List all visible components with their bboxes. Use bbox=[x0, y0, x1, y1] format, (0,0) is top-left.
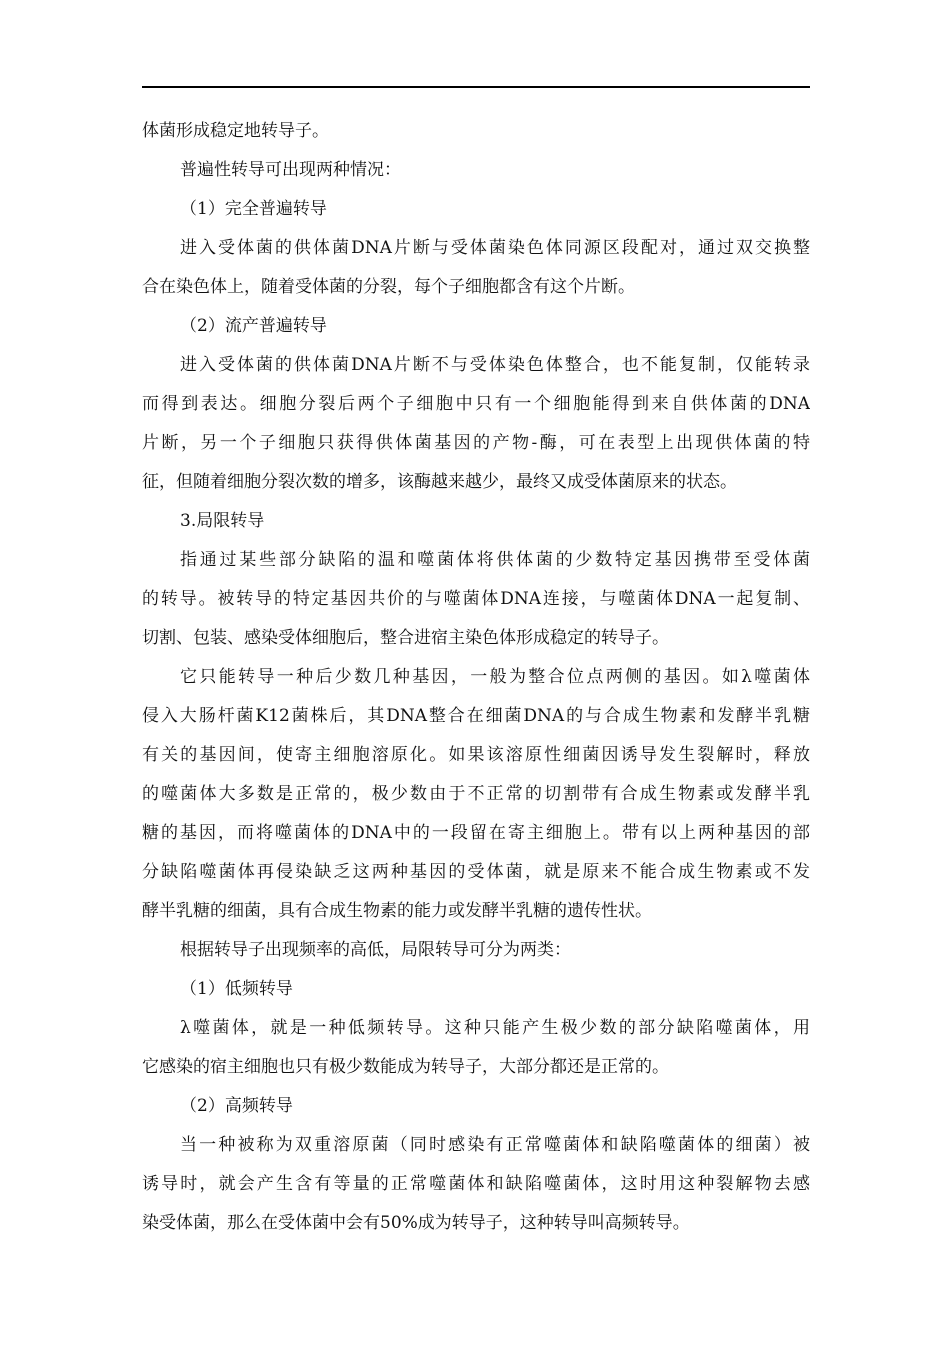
text-line: 的噬菌体大多数是正常的，极少数由于不正常的切割带有合成生物素或发酵半乳 bbox=[142, 784, 810, 804]
text-line: 它感染的宿主细胞也只有极少数能成为转导子，大部分都还是正常的。 bbox=[142, 1057, 669, 1077]
text-line: 根据转导子出现频率的高低，局限转导可分为两类： bbox=[180, 940, 571, 960]
text-line: 分缺陷噬菌体再侵染缺乏这两种基因的受体菌，就是原来不能合成生物素或不发 bbox=[142, 862, 810, 882]
text-line: 合在染色体上，随着受体菌的分裂，每个子细胞都含有这个片断。 bbox=[142, 277, 635, 297]
text-line: 诱导时，就会产生含有等量的正常噬菌体和缺陷噬菌体，这时用这种裂解物去感 bbox=[142, 1174, 810, 1194]
text-line: 当一种被称为双重溶原菌（同时感染有正常噬菌体和缺陷噬菌体的细菌）被 bbox=[180, 1135, 810, 1155]
header-rule bbox=[142, 86, 810, 88]
text-line: 片断，另一个子细胞只获得供体菌基因的产物-酶，可在表型上出现供体菌的特 bbox=[142, 433, 810, 453]
text-line: 体菌形成稳定地转导子。 bbox=[142, 121, 329, 141]
text-line: 它只能转导一种后少数几种基因，一般为整合位点两侧的基因。如λ噬菌体 bbox=[180, 667, 810, 687]
document-body bbox=[142, 116, 810, 1247]
text-line: 而得到表达。细胞分裂后两个子细胞中只有一个细胞能得到来自供体菌的DNA bbox=[142, 394, 810, 414]
text-line: （1）完全普遍转导 bbox=[180, 199, 327, 219]
text-line: 普遍性转导可出现两种情况： bbox=[180, 160, 401, 180]
text-line: 的转导。被转导的特定基因共价的与噬菌体DNA连接，与噬菌体DNA一起复制、 bbox=[142, 589, 810, 609]
text-line: 进入受体菌的供体菌DNA片断不与受体染色体整合，也不能复制，仅能转录 bbox=[180, 355, 810, 375]
text-line: （2）高频转导 bbox=[180, 1096, 293, 1116]
text-line: 酵半乳糖的细菌，具有合成生物素的能力或发酵半乳糖的遗传性状。 bbox=[142, 901, 652, 921]
text-line: 染受体菌，那么在受体菌中会有50%成为转导子，这种转导叫高频转导。 bbox=[142, 1213, 690, 1233]
text-line: 征，但随着细胞分裂次数的增多，该酶越来越少，最终又成受体菌原来的状态。 bbox=[142, 472, 737, 492]
text-line: 糖的基因，而将噬菌体的DNA中的一段留在寄主细胞上。带有以上两种基因的部 bbox=[142, 823, 810, 843]
text-line: 切割、包装、感染受体细胞后，整合进宿主染色体形成稳定的转导子。 bbox=[142, 628, 669, 648]
text-line: 指通过某些部分缺陷的温和噬菌体将供体菌的少数特定基因携带至受体菌 bbox=[180, 550, 810, 570]
text-line: λ噬菌体，就是一种低频转导。这种只能产生极少数的部分缺陷噬菌体，用 bbox=[180, 1018, 810, 1038]
text-line: （2）流产普遍转导 bbox=[180, 316, 327, 336]
text-line: 3.局限转导 bbox=[180, 511, 265, 531]
text-line: （1）低频转导 bbox=[180, 979, 293, 999]
text-line: 进入受体菌的供体菌DNA片断与受体菌染色体同源区段配对，通过双交换整 bbox=[180, 238, 810, 258]
text-line: 侵入大肠杆菌K12菌株后，其DNA整合在细菌DNA的与合成生物素和发酵半乳糖 bbox=[142, 706, 810, 726]
text-line: 有关的基因间，使寄主细胞溶原化。如果该溶原性细菌因诱导发生裂解时，释放 bbox=[142, 745, 810, 765]
